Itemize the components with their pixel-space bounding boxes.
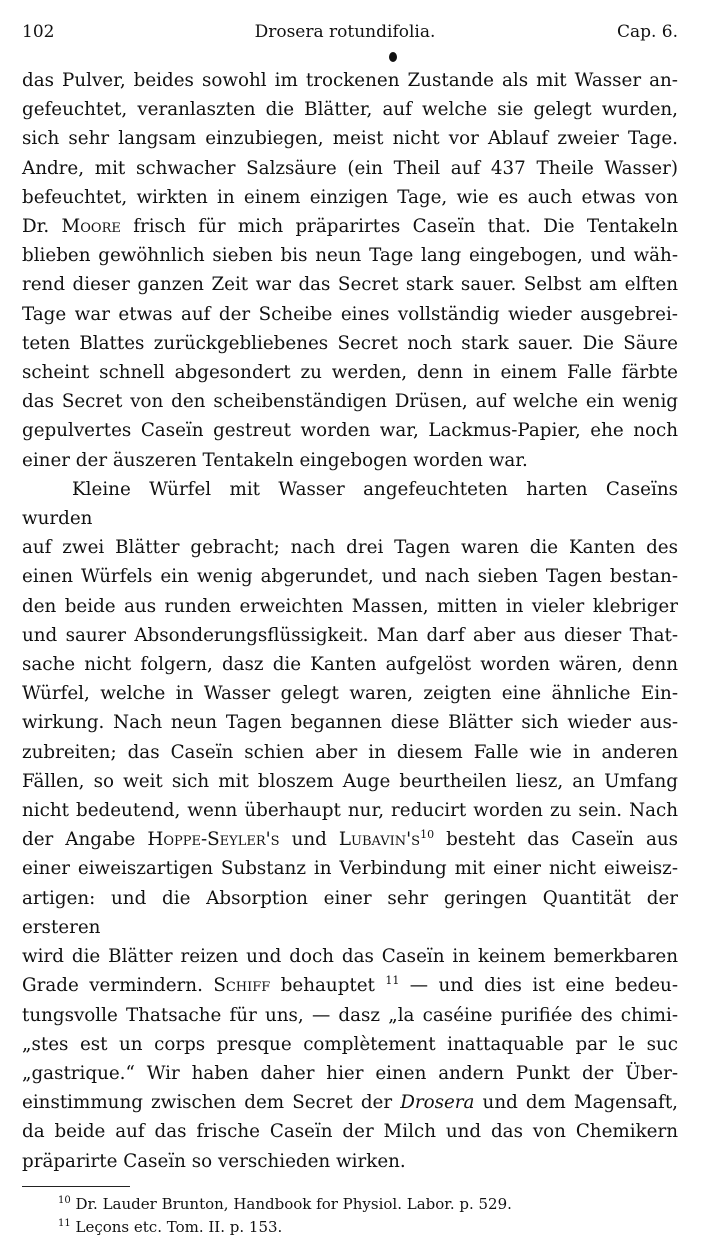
text-line <box>22 1088 678 1117</box>
paragraph-1 <box>22 66 678 475</box>
printer-mark <box>389 52 397 62</box>
text-line: gefeuchtet, veranlaszten die Blätter, auf welche sie gelegt wurden, <box>22 99 678 121</box>
page-number: 102 <box>22 22 55 42</box>
text-line: sich sehr langsam einzubiegen, meist nicht vor Ablauf zweier Tage. <box>22 128 678 150</box>
footnote-number: 10 <box>58 1194 71 1206</box>
text-line: einen Würfels ein wenig abgerundet, und nach sieben Tagen bestan- <box>22 566 678 588</box>
footnote-10 <box>22 1193 678 1216</box>
text-line: wird die Blätter reizen und doch das Caseïn in keinem bemerkbaren <box>22 946 678 968</box>
text-line: rend dieser ganzen Zeit war das Secret stark sauer. Selbst am elften <box>22 274 678 296</box>
paragraph-2 <box>22 475 678 1176</box>
author-name-moore: Moore <box>61 216 121 238</box>
text-line: auf zwei Blätter gebracht; nach drei Tagen waren die Kanten des <box>22 537 678 559</box>
body-text <box>22 66 678 1176</box>
text-line: präparirte Caseïn so verschieden wirken. <box>22 1150 406 1172</box>
author-name-lubavin: Lubavin's <box>338 829 421 851</box>
text-fragment: — und dies ist eine bedeu- <box>399 975 679 997</box>
text-line: gepulvertes Caseïn gestreut worden war, Lackmus-Papier, ehe noch <box>22 420 678 442</box>
text-line: blieben gewöhnlich sieben bis neun Tage lang eingebogen, und wäh- <box>22 245 678 267</box>
text-line: da beide auf das frische Caseïn der Milch und das von Chemikern <box>22 1121 678 1143</box>
text-line: sache nicht folgern, dasz die Kanten aufgelöst worden wären, denn <box>22 654 678 676</box>
text-fragment: frisch für mich präparirtes Caseïn that. Die Tentakeln <box>120 216 678 238</box>
text-fragment: behauptet <box>270 975 386 997</box>
text-line <box>22 971 678 1000</box>
footnote-ref-11[interactable]: 11 <box>385 974 400 988</box>
text-line: den beide aus runden erweichten Massen, mitten in vieler klebriger <box>22 595 678 617</box>
text-line: tungsvolle Thatsache für uns, — dasz „la caséine purifiée des chimi- <box>22 1004 678 1026</box>
book-page <box>22 22 678 1239</box>
running-header <box>22 22 678 52</box>
running-title: Drosera rotundifolia. <box>254 22 436 42</box>
text-line: das Secret von den scheibenständigen Drüsen, auf welche ein wenig <box>22 391 678 413</box>
text-line: artigen: und die Absorption einer sehr geringen Quantität der ersteren <box>22 887 678 938</box>
footnote-divider <box>22 1186 130 1187</box>
footnote-ref-10[interactable]: 10 <box>420 828 435 842</box>
footnote-text: Dr. Lauder Brunton, Handbook for Physiol. Labor. p. 529. <box>70 1194 512 1213</box>
chapter-label: Cap. 6. <box>616 22 678 42</box>
text-line: Tage war etwas auf der Scheibe eines vollständig wieder ausgebrei- <box>22 303 678 325</box>
text-line: zubreiten; das Caseïn schien aber in diesem Falle wie in anderen <box>22 741 678 763</box>
author-name-hoppe-seyler: Hoppe-Seyler's <box>147 829 280 851</box>
text-line: scheint schnell abgesondert zu werden, denn in einem Falle färbte <box>22 362 678 384</box>
text-line: und saurer Absonderungsflüssigkeit. Man darf aber aus dieser That- <box>22 624 678 646</box>
text-line: wirkung. Nach neun Tagen begannen diese Blätter sich wieder aus- <box>22 712 678 734</box>
text-fragment: Grade vermindern. <box>22 975 214 997</box>
text-line: Fällen, so weit sich mit bloszem Auge beurtheilen liesz, an Umfang <box>22 770 678 792</box>
text-fragment: der Angabe <box>22 829 148 851</box>
author-name-schiff: Schiff <box>213 975 271 997</box>
text-fragment: einstimmung zwischen dem Secret der <box>22 1092 401 1114</box>
text-line: Würfel, welche in Wasser gelegt waren, zeigten eine ähnliche Ein- <box>22 683 678 705</box>
text-line: einer eiweiszartigen Substanz in Verbindung mit einer nicht eiweisz- <box>22 858 678 880</box>
text-line <box>22 825 678 854</box>
text-line: nicht bedeutend, wenn überhaupt nur, reducirt worden zu sein. Nach <box>22 800 678 822</box>
text-line: Andre, mit schwacher Salzsäure (ein Theil auf 437 Theile Wasser) <box>22 157 678 179</box>
footnote-11 <box>22 1216 678 1239</box>
text-line: einer der äuszeren Tentakeln eingebogen worden war. <box>22 449 528 471</box>
text-line: „gastrique.“ Wir haben daher hier einen andern Punkt der Über- <box>22 1062 678 1084</box>
text-line <box>22 212 678 241</box>
text-fragment: und <box>279 829 339 851</box>
text-line: das Pulver, beides sowohl im trockenen Zustande als mit Wasser an- <box>22 70 678 91</box>
genus-name-drosera: Drosera <box>400 1092 475 1114</box>
text-line: befeuchtet, wirkten in einem einzigen Tage, wie es auch etwas von <box>22 186 678 208</box>
text-line: „stes est un corps presque complètement inattaquable par le suc <box>22 1033 678 1055</box>
text-line: Kleine Würfel mit Wasser angefeuchteten harten Caseïns wurden <box>22 478 678 530</box>
footnote-number: 11 <box>58 1217 71 1229</box>
text-fragment: und dem Magensaft, <box>474 1092 678 1114</box>
text-fragment: besteht das Caseïn aus <box>434 829 679 851</box>
text-fragment: Dr. <box>22 216 62 238</box>
footnote-text: Leçons etc. Tom. II. p. 153. <box>70 1217 283 1236</box>
text-line: teten Blattes zurückgebliebenes Secret noch stark sauer. Die Säure <box>22 332 678 354</box>
